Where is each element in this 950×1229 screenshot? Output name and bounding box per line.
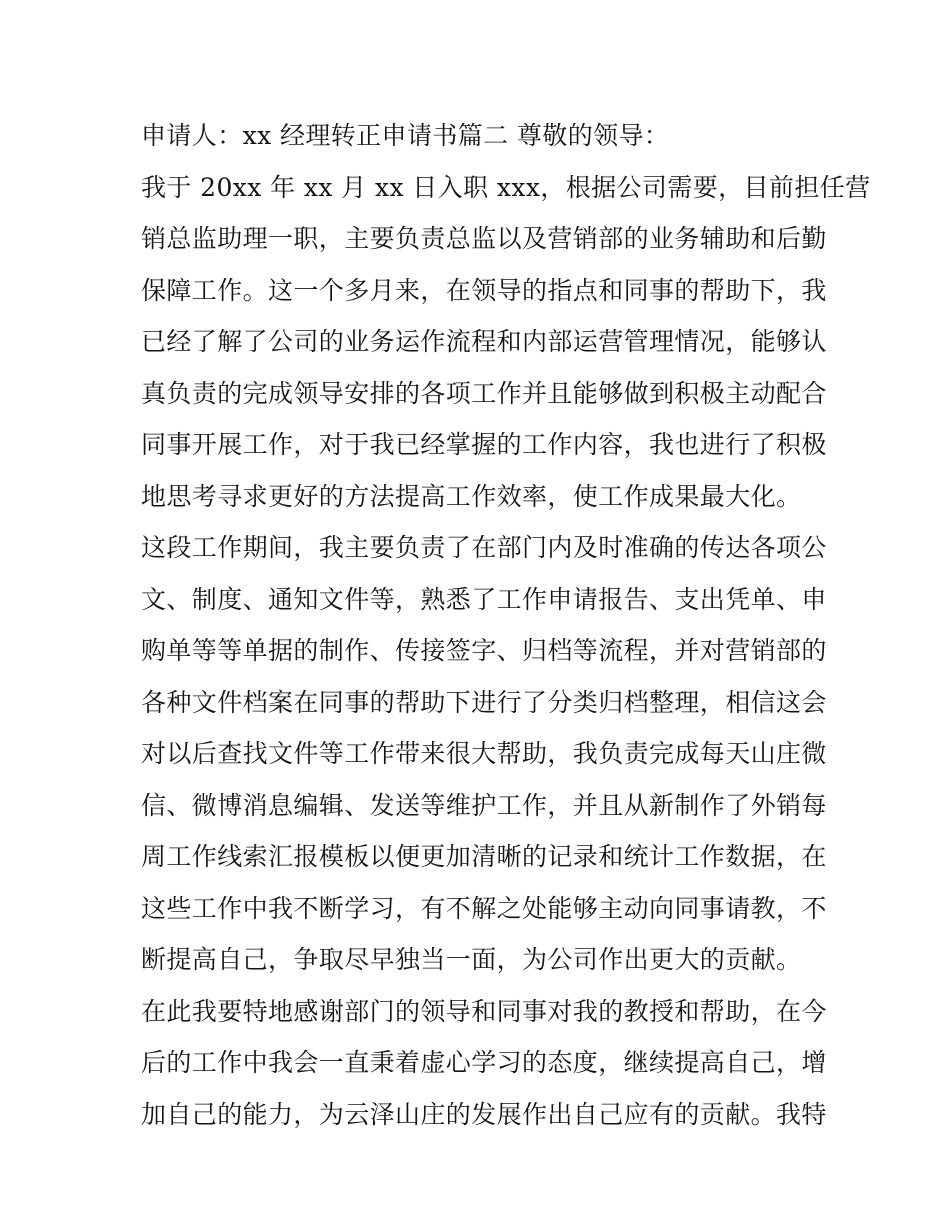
text-line: 断提高自己，争取尽早独当一面，为公司作出更大的贡献。 xyxy=(141,945,802,974)
text-line: 销总监助理一职，主要负责总监以及营销部的业务辅助和后勤 xyxy=(141,224,827,253)
text-line: 我于 20xx 年 xx 月 xx 日入职 xxx，根据公司需要，目前担任营 xyxy=(141,172,871,202)
paragraph-2 xyxy=(141,522,827,986)
text-line: 保障工作。这一个多月来，在领导的指点和同事的帮助下，我 xyxy=(141,275,827,305)
text-line: 加自己的能力，为云泽山庄的发展作出自己应有的贡献。我特 xyxy=(141,1099,827,1129)
text-line: 信、微博消息编辑、发送等维护工作，并且从新制作了外销每 xyxy=(141,790,827,820)
text-line: 对以后查找文件等工作带来很大帮助，我负责完成每天山庄微 xyxy=(141,739,827,768)
text-line: 真负责的完成领导安排的各项工作并且能够做到积极主动配合 xyxy=(141,378,827,408)
text-line: 在此我要特地感谢部门的领导和同事对我的教授和帮助，在今 xyxy=(141,996,827,1026)
text-line: 各种文件档案在同事的帮助下进行了分类归档整理，相信这会 xyxy=(141,687,827,717)
document-body xyxy=(141,110,871,1140)
text-line: 地思考寻求更好的方法提高工作效率，使工作成果最大化。 xyxy=(141,481,802,511)
text-line: 购单等等单据的制作、传接签字、归档等流程，并对营销部的 xyxy=(141,636,827,665)
paragraph-1 xyxy=(141,162,871,523)
text-line: 文、制度、通知文件等，熟悉了工作申请报告、支出凭单、申 xyxy=(141,584,827,614)
text-line: 这段工作期间，我主要负责了在部门内及时准确的传达各项公 xyxy=(141,533,827,562)
text-line: 这些工作中我不断学习，有不解之处能够主动向同事请教，不 xyxy=(141,893,827,923)
heading-line: 申请人：xx 经理转正申请书篇二 尊敬的领导： xyxy=(141,121,670,150)
text-line: 后的工作中我会一直秉着虚心学习的态度，继续提高自己，增 xyxy=(141,1048,827,1077)
text-line: 周工作线索汇报模板以便更加清晰的记录和统计工作数据，在 xyxy=(141,842,827,871)
text-line: 同事开展工作，对于我已经掌握的工作内容，我也进行了积极 xyxy=(141,430,827,459)
paragraph-3 xyxy=(141,986,827,1141)
text-line: 已经了解了公司的业务运作流程和内部运营管理情况，能够认 xyxy=(141,327,827,356)
